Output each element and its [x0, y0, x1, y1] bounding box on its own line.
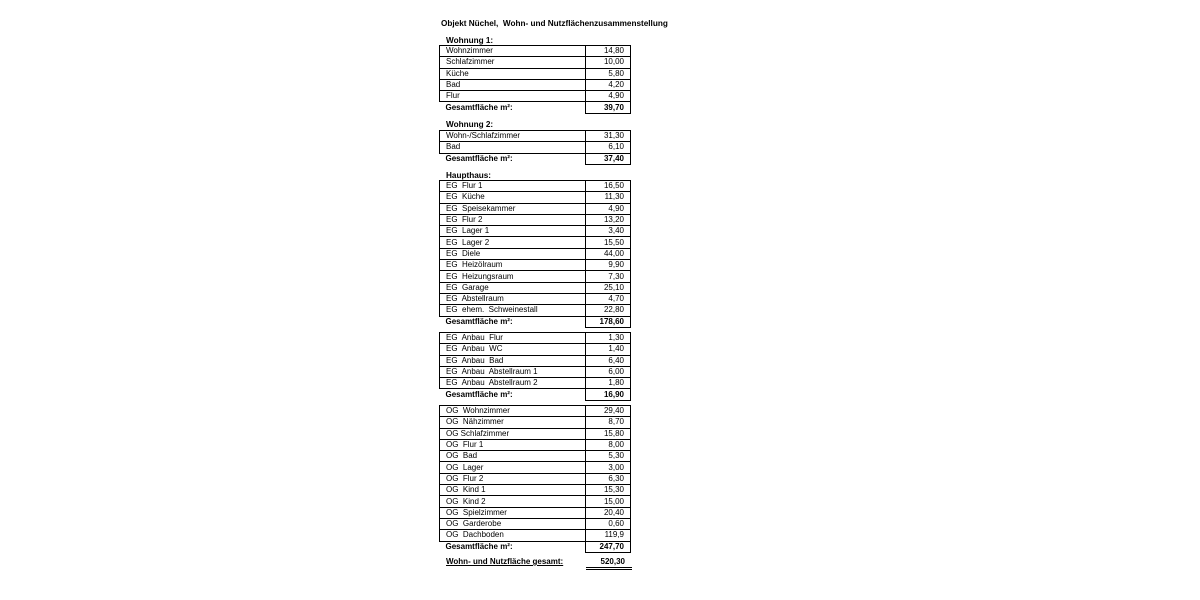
area-value-cell: 1,30	[586, 333, 631, 344]
room-name-cell: EG Anbau Abstellraum 2	[440, 378, 586, 389]
grand-total-value: 520,30	[600, 557, 625, 566]
subtotal-value: 37,40	[586, 153, 631, 164]
area-value-cell: 22,80	[586, 305, 631, 316]
area-value-cell: 5,80	[586, 68, 631, 79]
area-value-cell: 8,70	[586, 417, 631, 428]
subtotal-value: 16,90	[586, 389, 631, 400]
room-name-cell: EG ehem. Schweinestall	[440, 305, 586, 316]
room-name-cell: OG Flur 2	[440, 473, 586, 484]
room-name-cell: EG Flur 1	[440, 181, 586, 192]
table-row	[440, 428, 631, 439]
table-row	[440, 305, 631, 316]
table-row	[440, 451, 631, 462]
table-row	[440, 530, 631, 541]
table-row	[440, 366, 631, 377]
table-row	[440, 181, 631, 192]
subtotal-row	[440, 153, 631, 164]
room-name-cell: EG Anbau Bad	[440, 355, 586, 366]
room-name-cell: OG Spielzimmer	[440, 507, 586, 518]
area-value-cell: 1,40	[586, 344, 631, 355]
table-row	[440, 237, 631, 248]
room-name-cell: EG Anbau WC	[440, 344, 586, 355]
room-name-cell: EG Lager 2	[440, 237, 586, 248]
table-row	[440, 355, 631, 366]
area-value-cell: 6,30	[586, 473, 631, 484]
table-row	[440, 260, 631, 271]
subtotal-row	[440, 541, 631, 552]
subtotal-row	[440, 102, 631, 113]
area-value-cell: 3,00	[586, 462, 631, 473]
subtotal-label: Gesamtfläche m²:	[445, 389, 513, 399]
table-haupthaus-eg	[439, 180, 631, 328]
area-value-cell: 1,80	[586, 378, 631, 389]
room-name-cell: Flur	[440, 91, 586, 102]
document-title: Objekt Nüchel, Wohn- und Nutzflächenzusammenstellung	[441, 19, 668, 28]
area-value-cell: 14,80	[586, 46, 631, 57]
area-value-cell: 25,10	[586, 282, 631, 293]
area-value-cell: 119,9	[586, 530, 631, 541]
table-row	[440, 226, 631, 237]
table-row	[440, 344, 631, 355]
room-name-cell: EG Anbau Flur	[440, 333, 586, 344]
table-row	[440, 496, 631, 507]
room-name-cell: EG Heizungsraum	[440, 271, 586, 282]
table-row	[440, 271, 631, 282]
room-name-cell: EG Abstellraum	[440, 293, 586, 304]
table-row	[440, 518, 631, 529]
room-name-cell: OG Flur 1	[440, 439, 586, 450]
area-value-cell: 6,10	[586, 142, 631, 153]
room-name-cell: OG Dachboden	[440, 530, 586, 541]
room-name-cell: EG Küche	[440, 192, 586, 203]
area-value-cell: 4,90	[586, 203, 631, 214]
subtotal-row	[440, 389, 631, 400]
subtotal-label: Gesamtfläche m²:	[445, 541, 513, 551]
room-name-cell: OG Kind 1	[440, 485, 586, 496]
subtotal-label: Gesamtfläche m²:	[445, 316, 513, 326]
area-value-cell: 4,90	[586, 91, 631, 102]
area-value-cell: 44,00	[586, 248, 631, 259]
table-row	[440, 378, 631, 389]
area-value-cell: 10,00	[586, 57, 631, 68]
room-name-cell: Schlafzimmer	[440, 57, 586, 68]
room-name-cell: OG Schlafzimmer	[440, 428, 586, 439]
area-value-cell: 13,20	[586, 214, 631, 225]
table-row	[440, 68, 631, 79]
subtotal-value: 247,70	[586, 541, 631, 552]
table-row	[440, 192, 631, 203]
room-name-cell: OG Bad	[440, 451, 586, 462]
room-name-cell: EG Heizölraum	[440, 260, 586, 271]
room-name-cell: Küche	[440, 68, 586, 79]
table-row	[440, 131, 631, 142]
section-heading-wohnung-2: Wohnung 2:	[446, 120, 494, 129]
area-value-cell: 6,40	[586, 355, 631, 366]
table-row	[440, 406, 631, 417]
table-row	[440, 57, 631, 68]
subtotal-label: Gesamtfläche m²:	[445, 153, 513, 163]
room-name-cell: Wohnzimmer	[440, 46, 586, 57]
area-value-cell: 4,20	[586, 79, 631, 90]
room-name-cell: OG Lager	[440, 462, 586, 473]
area-value-cell: 6,00	[586, 366, 631, 377]
table-row	[440, 203, 631, 214]
table-obergeschoss	[439, 405, 631, 553]
room-name-cell: Bad	[440, 79, 586, 90]
table-wohnung-1	[439, 45, 631, 114]
area-value-cell: 5,30	[586, 451, 631, 462]
area-value-cell: 4,70	[586, 293, 631, 304]
area-value-cell: 8,00	[586, 439, 631, 450]
table-anbau	[439, 332, 631, 401]
grand-total-underline-1	[586, 567, 632, 568]
area-value-cell: 16,50	[586, 181, 631, 192]
room-name-cell: EG Speisekammer	[440, 203, 586, 214]
room-name-cell: OG Wohnzimmer	[440, 406, 586, 417]
area-value-cell: 9,90	[586, 260, 631, 271]
section-heading-wohnung-1: Wohnung 1:	[446, 36, 494, 45]
subtotal-row	[440, 316, 631, 327]
table-row	[440, 417, 631, 428]
area-value-cell: 15,50	[586, 237, 631, 248]
grand-total-underline-2	[586, 569, 632, 570]
room-name-cell: EG Lager 1	[440, 226, 586, 237]
area-value-cell: 0,60	[586, 518, 631, 529]
area-value-cell: 11,30	[586, 192, 631, 203]
room-name-cell: OG Kind 2	[440, 496, 586, 507]
room-name-cell: EG Anbau Abstellraum 1	[440, 366, 586, 377]
table-wohnung-2	[439, 130, 631, 165]
table-row	[440, 439, 631, 450]
table-row	[440, 473, 631, 484]
table-row	[440, 142, 631, 153]
grand-total-label: Wohn- und Nutzfläche gesamt:	[446, 557, 564, 566]
area-value-cell: 29,40	[586, 406, 631, 417]
room-name-cell: OG Nähzimmer	[440, 417, 586, 428]
subtotal-value: 39,70	[586, 102, 631, 113]
subtotal-label: Gesamtfläche m²:	[445, 102, 513, 112]
table-row	[440, 214, 631, 225]
table-row	[440, 462, 631, 473]
area-value-cell: 3,40	[586, 226, 631, 237]
table-row	[440, 46, 631, 57]
room-name-cell: EG Flur 2	[440, 214, 586, 225]
area-value-cell: 20,40	[586, 507, 631, 518]
area-value-cell: 15,80	[586, 428, 631, 439]
table-row	[440, 79, 631, 90]
area-value-cell: 7,30	[586, 271, 631, 282]
table-row	[440, 248, 631, 259]
area-value-cell: 15,30	[586, 485, 631, 496]
room-name-cell: EG Garage	[440, 282, 586, 293]
table-row	[440, 293, 631, 304]
subtotal-value: 178,60	[586, 316, 631, 327]
table-row	[440, 91, 631, 102]
table-row	[440, 282, 631, 293]
room-name-cell: Bad	[440, 142, 586, 153]
area-value-cell: 31,30	[586, 131, 631, 142]
room-name-cell: EG Diele	[440, 248, 586, 259]
room-name-cell: Wohn-/Schlafzimmer	[440, 131, 586, 142]
area-value-cell: 15,00	[586, 496, 631, 507]
room-name-cell: OG Garderobe	[440, 518, 586, 529]
table-row	[440, 507, 631, 518]
table-row	[440, 333, 631, 344]
section-heading-haupthaus: Haupthaus:	[446, 171, 492, 180]
table-row	[440, 485, 631, 496]
